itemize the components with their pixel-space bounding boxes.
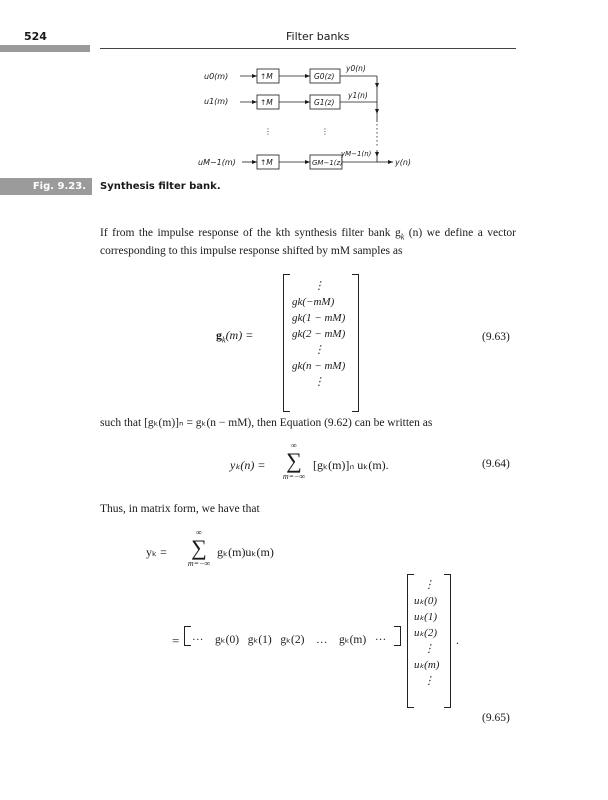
eq963-entry: ⋮: [313, 280, 325, 292]
eq965-row-bracket-left: [184, 626, 191, 646]
sum-symbol: ∑: [191, 535, 207, 560]
eq963-entry: gk(1 − mM): [292, 312, 346, 324]
col-entry: ⋮: [423, 643, 435, 655]
eq965-sum-bottom: m=−∞: [187, 559, 211, 568]
eq965-col-vector: [414, 577, 448, 689]
eq964-lhs: yₖ(n) =: [230, 458, 266, 472]
col-entry: uₖ(2): [414, 627, 438, 639]
paragraph-1-tail: (n) we define a vector corresponding to this impulse response shifted by mM samples as: [100, 227, 516, 258]
col-entry: ⋮: [423, 579, 435, 591]
running-title: Filter banks: [286, 30, 350, 43]
eq964-sum-bottom: m=−∞: [282, 472, 306, 481]
eq965-row-vector: [192, 632, 386, 646]
row-entry: ···: [374, 634, 387, 646]
figure-tab: Fig. 9.23.: [0, 178, 92, 195]
eq965-number: (9.65): [482, 712, 510, 724]
eq965-trailing-period: .: [456, 633, 459, 647]
upsampler-label-m1: ↑M: [260, 158, 273, 167]
branch-output-1: y1(n): [348, 91, 368, 100]
ellipsis-filter: ⋮: [321, 127, 329, 136]
eq965-line1-body: gₖ(m)uₖ(m): [217, 545, 274, 559]
row-entry: gₖ(m): [338, 634, 367, 646]
eq964-body: [gₖ(m)]ₙ uₖ(m).: [313, 458, 389, 472]
input-u1: u1(m): [204, 97, 229, 106]
row-entry: ···: [192, 634, 204, 646]
header-accent-bar: [0, 45, 90, 52]
upsampler-label-1: ↑M: [260, 98, 273, 107]
eq963-entry: gk(2 − mM): [292, 328, 346, 340]
eq965-col-bracket-left: [407, 574, 414, 708]
eq963-bracket-left: [283, 274, 290, 412]
eq963-entry: ⋮: [313, 344, 325, 356]
row-entry: gₖ(0): [215, 634, 240, 646]
paragraph-1: [100, 226, 516, 259]
eq963-entry: gk(−mM): [292, 296, 335, 308]
eq964-sum: [281, 441, 307, 481]
row-entry: gₖ(1): [247, 634, 272, 646]
output-y: y(n): [395, 158, 412, 167]
col-entry: ⋮: [423, 675, 435, 687]
row-entry: gₖ(2): [280, 634, 305, 646]
col-entry: uₖ(0): [414, 595, 438, 607]
eq965-lhs: yₖ =: [146, 545, 167, 559]
col-entry: uₖ(1): [414, 611, 438, 623]
header-rule: [100, 48, 516, 49]
sum-symbol: ∑: [286, 448, 302, 473]
filter-label-1: G1(z): [314, 98, 335, 107]
eq965-equals: =: [172, 633, 180, 648]
paragraph-1-text: If from the impulse response of the kth synthesis filter bank g: [100, 227, 401, 239]
input-uM-1: uM−1(m): [198, 158, 236, 167]
eq965-sum: [186, 528, 212, 568]
branch-output-0: y0(n): [346, 64, 366, 73]
filter-label-0: G0(z): [314, 72, 335, 81]
paragraph-3: Thus, in matrix form, we have that: [100, 503, 260, 515]
eq965-sum-top: ∞: [196, 528, 202, 537]
synthesis-filter-bank-diagram: [190, 58, 430, 176]
paragraph-2: such that [gₖ(m)]ₙ = gₖ(n − mM), then Equation (9.62) can be written as: [100, 417, 433, 429]
ellipsis-upsampler: ⋮: [264, 127, 272, 136]
eq963-entry: gk(n − mM): [292, 360, 346, 372]
eq963-lhs: $g_k(m)$ =: [216, 328, 254, 345]
eq963-vector: [292, 278, 354, 390]
eq963-number: (9.63): [482, 331, 510, 343]
page-number: 524: [24, 30, 47, 43]
eq965-row-bracket-right: [394, 626, 401, 646]
eq964-sum-top: ∞: [291, 441, 297, 450]
row-entry: …: [315, 634, 328, 646]
eq963-entry: ⋮: [313, 376, 325, 388]
eq964-number: (9.64): [482, 458, 510, 470]
col-entry: uₖ(m): [414, 659, 440, 671]
input-u0: u0(m): [204, 72, 229, 81]
branch-output-m1: yM−1(n): [341, 150, 372, 158]
filter-label-m1: GM−1(z): [312, 159, 343, 167]
upsampler-label-0: ↑M: [260, 72, 273, 81]
paragraph-1-sub: k: [400, 232, 405, 242]
figure-caption: Synthesis filter bank.: [100, 181, 221, 192]
